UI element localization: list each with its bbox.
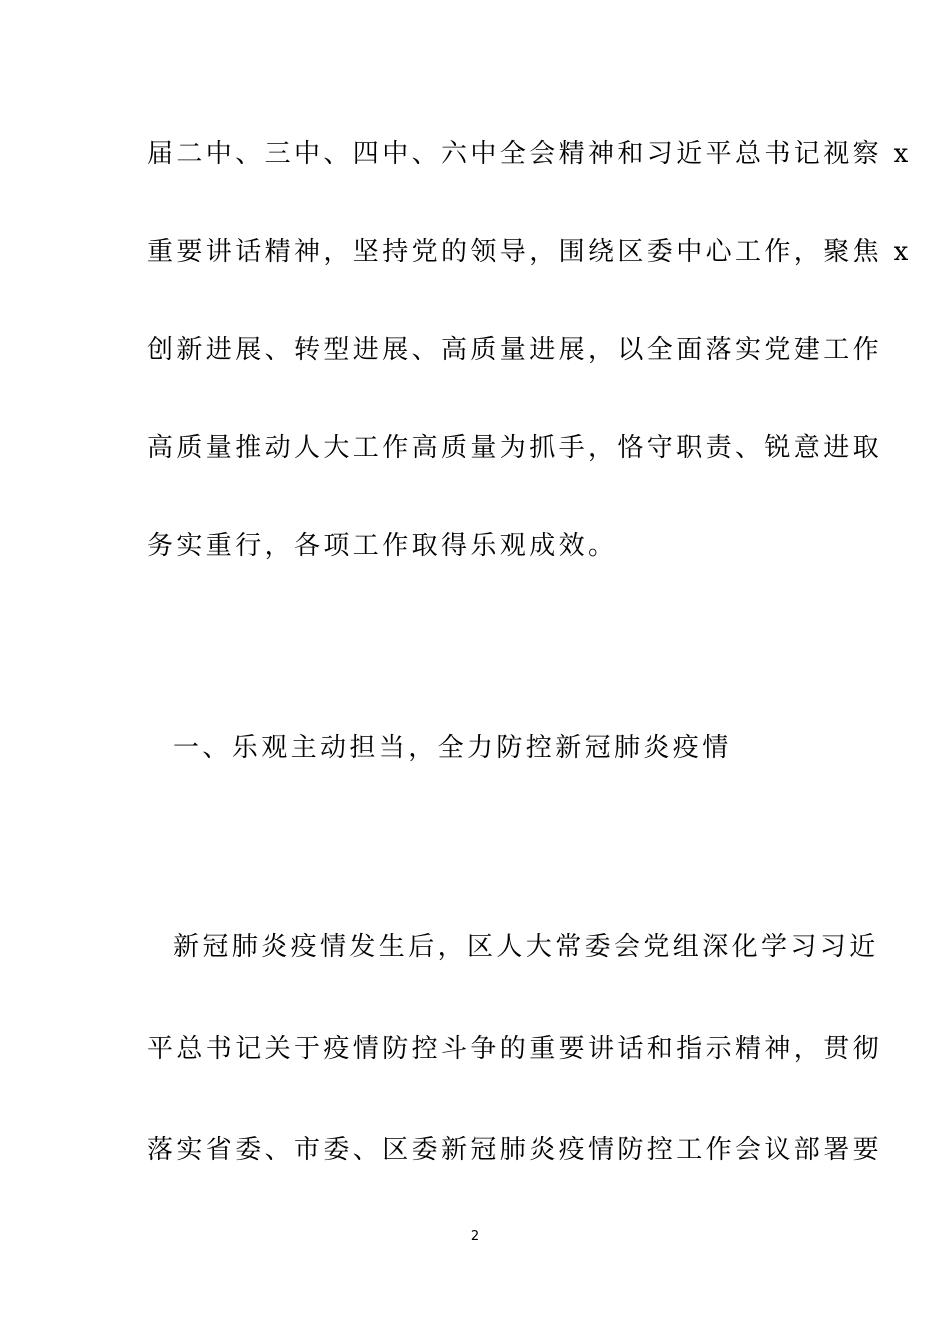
page-number: 2: [470, 1229, 480, 1244]
paragraph-line: 新冠肺炎疫情发生后，区人大常委会党组深化学习习近: [173, 932, 879, 962]
paragraph-line: 高质量推动人大工作高质量为抓手，恪守职责、锐意进取: [147, 433, 883, 463]
paragraph-line: 重要讲话精神，坚持党的领导，围绕区委中心工作，聚焦 x: [147, 237, 912, 267]
paragraph-line: 务实重行，各项工作取得乐观成效。: [147, 531, 618, 561]
paragraph-line: 创新进展、转型进展、高质量进展，以全面落实党建工作: [147, 335, 883, 365]
paragraph-line: 平总书记关于疫情防控斗争的重要讲话和指示精神，贯彻: [147, 1034, 883, 1064]
paragraph-line: 届二中、三中、四中、六中全会精神和习近平总书记视察 x: [147, 139, 912, 169]
paragraph-line: 落实省委、市委、区委新冠肺炎疫情防控工作会议部署要: [147, 1135, 883, 1165]
section-heading: 一、乐观主动担当，全力防控新冠肺炎疫情: [173, 733, 732, 763]
